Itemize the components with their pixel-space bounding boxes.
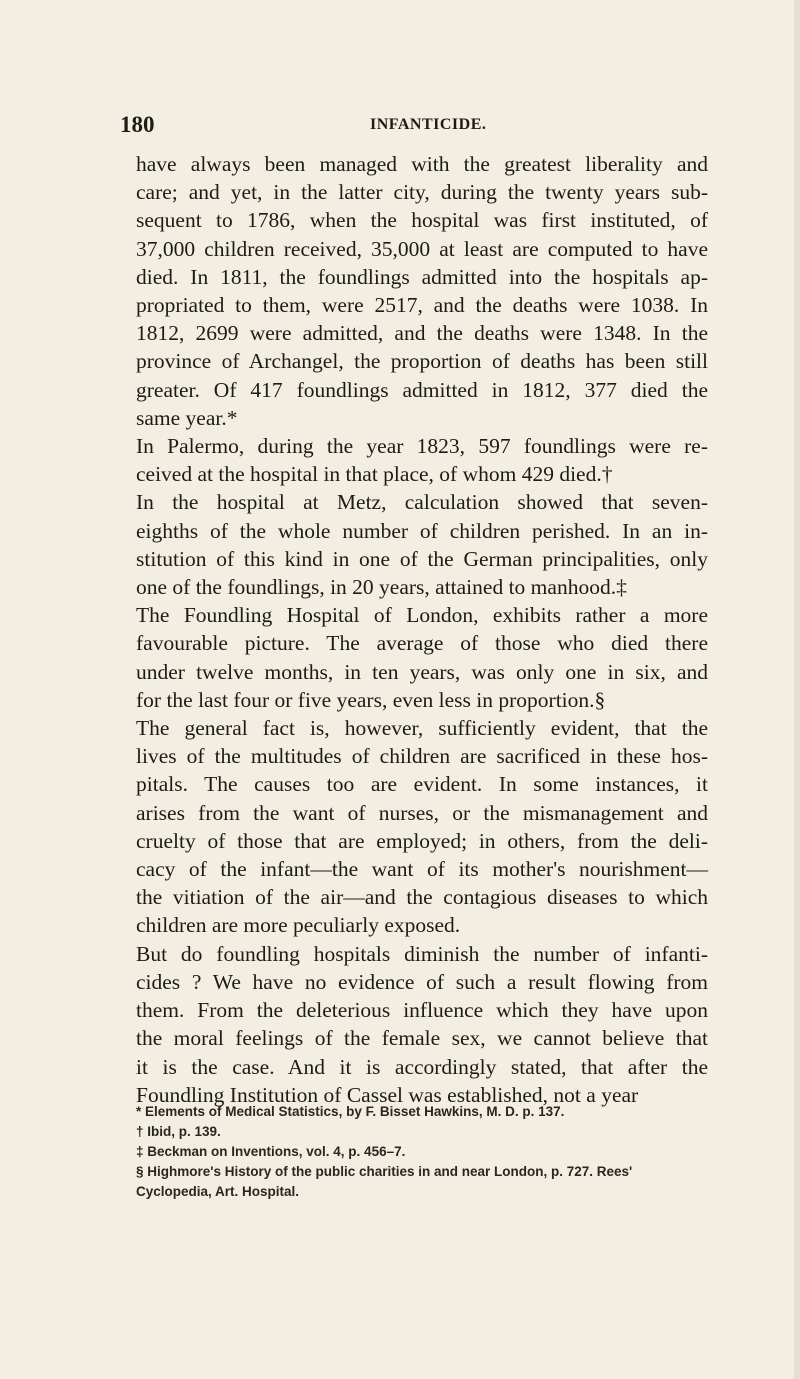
text-line: 1812, 2699 were admitted, and the deaths were 1348. In the (136, 321, 708, 346)
text-line: favourable picture. The average of those who died there (136, 631, 708, 656)
text-line: eighths of the whole number of children perished. In an in- (136, 518, 708, 543)
text-line: the vitiation of the air—and the contagious diseases to which (136, 885, 708, 910)
text-line: province of Archangel, the proportion of deaths has been still (136, 349, 708, 374)
text-line: greater. Of 417 foundlings admitted in 1812, 377 died the (136, 377, 708, 402)
body-text (136, 150, 708, 1109)
text-line: arises from the want of nurses, or the mismanagement and (136, 800, 708, 825)
text-line: cides ? We have no evidence of such a result flowing from (136, 969, 708, 994)
text-line: have always been managed with the greatest liberality and (136, 152, 708, 176)
text-line: propriated to them, were 2517, and the deaths were 1038. In (136, 293, 708, 318)
text-line: ceived at the hospital in that place, of whom 429 died.† (136, 462, 613, 487)
text-line: children are more peculiarly exposed. (136, 913, 461, 938)
text-line: died. In 1811, the foundlings admitted into the hospitals ap- (136, 264, 708, 289)
text-line: In Palermo, during the year 1823, 597 foundlings were re- (136, 434, 708, 459)
text-line: The general fact is, however, sufficiently evident, that the (136, 716, 708, 741)
text-line: cacy of the infant—the want of its mother's nourishment— (136, 857, 708, 882)
text-line: stitution of this kind in one of the German principalities, only (136, 546, 708, 571)
paragraph (136, 940, 708, 1109)
page-number: 180 (120, 112, 155, 137)
text-line: In the hospital at Metz, calculation showed that seven- (136, 490, 708, 515)
page-header (120, 112, 720, 142)
footnote: ‡ Beckman on Inventions, vol. 4, p. 456–7. (136, 1144, 406, 1159)
paragraph (136, 432, 708, 488)
text-line: same year.* (136, 405, 238, 430)
paragraph (136, 601, 708, 714)
text-line: The Foundling Hospital of London, exhibits rather a more (136, 603, 708, 628)
text-line: cruelty of those that are employed; in others, from the deli- (136, 828, 708, 853)
text-line: one of the foundlings, in 20 years, attained to manhood.‡ (136, 575, 627, 600)
text-line: for the last four or five years, even less in proportion.§ (136, 687, 606, 712)
text-line: it is the case. And it is accordingly stated, that after the (136, 1054, 708, 1079)
text-line: lives of the multitudes of children are sacrificed in these hos- (136, 744, 708, 769)
footnote: Cyclopedia, Art. Hospital. (136, 1184, 300, 1199)
page-edge (794, 0, 800, 1379)
footnotes (136, 1102, 711, 1202)
text-line: Foundling Institution of Cassel was established, not a year (136, 1082, 639, 1107)
paragraph (136, 488, 708, 601)
text-line: But do foundling hospitals diminish the number of infanti- (136, 941, 708, 966)
running-head: INFANTICIDE. (370, 116, 487, 133)
text-line: 37,000 children received, 35,000 at least are computed to have (136, 236, 708, 261)
footnote: § Highmore's History of the public charities in and near London, p. 727. Rees' (136, 1164, 633, 1179)
text-line: pitals. The causes too are evident. In some instances, it (136, 772, 708, 797)
text-line: them. From the deleterious influence which they have upon (136, 998, 708, 1023)
text-line: the moral feelings of the female sex, we cannot believe that (136, 1026, 708, 1051)
footnote: * Elements of Medical Statistics, by F. Bisset Hawkins, M. D. p. 137. (136, 1104, 565, 1119)
text-line: sequent to 1786, when the hospital was first instituted, of (136, 208, 708, 233)
paragraph (136, 714, 708, 940)
text-line: care; and yet, in the latter city, during the twenty years sub- (136, 180, 708, 205)
footnote: † Ibid, p. 139. (136, 1124, 221, 1139)
text-line: under twelve months, in ten years, was only one in six, and (136, 659, 708, 684)
paragraph (136, 150, 708, 432)
